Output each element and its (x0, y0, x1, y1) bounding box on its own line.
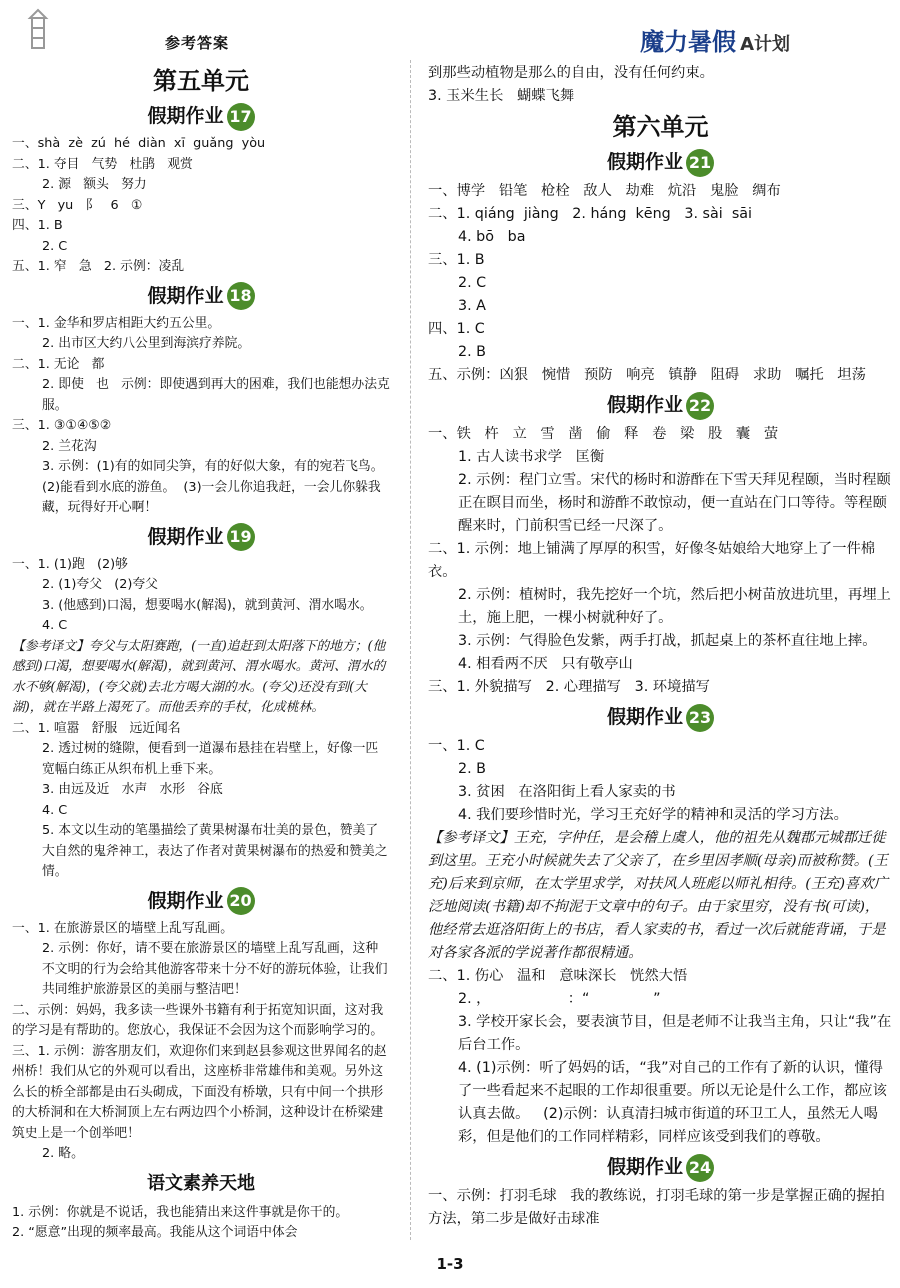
lighthouse-icon (18, 8, 58, 52)
homework-number-badge: 23 (686, 704, 714, 732)
answer-line: 3. A (458, 298, 486, 314)
homework-title (428, 390, 893, 420)
homework-title-text: 假期作业 (147, 889, 224, 912)
answer-line: 1. 示例：你就是不说话，我也能猜出来这件事就是你干的。 (12, 1204, 349, 1220)
answer-line: 2. C (458, 275, 487, 291)
answer-line: 2. B (458, 761, 486, 777)
answer-line: 4. 我们要珍惜时光，学习王充好学的精神和灵活的学习方法。 (458, 807, 848, 823)
reference-translation: 【参考译文】王充，字仲任，是会稽上虞人，他的祖先从魏郡元城郡迁徙到这里。王充小时候就失去了父亲了，在乡里因孝顺(母亲)而被称赞。(王充)后来到京师，在太学里求学，对扶风人班彪以师礼相待。(王充)喜欢广泛地阅读(书籍)却不拘泥于文章中的句子。由于家里穷，没有书(可读)，他经常去逛洛阳街上的书店，看人家卖的书，看过一次后就能背诵，于是对各家各派的学说著作都很精通。 (428, 830, 888, 961)
homework-number-badge: 20 (227, 887, 255, 915)
answer-line: 三、1. 示例：游客朋友们，欢迎你们来到赵县参观这世界闻名的赵州桥！我们从它的外观可以看出，这座桥非常雄伟和美观。另外这么长的桥全部都是由石头砌成，下面没有桥墩，只有中间一个拱形的大桥洞和在大桥洞顶上左右两边四个小桥洞，这种设计在桥梁建筑史上是一个创举吧！ (12, 1043, 387, 1141)
answer-line: 4. 相看两不厌 只有敬亭山 (458, 656, 633, 672)
answer-line: 二、1. 伤心 温和 意味深长 恍然大悟 (428, 968, 688, 984)
homework-title (428, 1152, 893, 1182)
answer-line: 3. 示例：(1)有的如同尖笋，有的好似大象，有的宛若飞鸟。 (2)能看到水底的游鱼。 (3)一会儿你追我赶，一会儿你躲我藏，玩得好开心啊！ (42, 459, 392, 515)
answer-line: 4. C (42, 618, 68, 633)
answer-line: 一、shà zè zú hé diàn xī guǎng yòu (12, 136, 266, 151)
right-column (428, 62, 893, 1231)
homework-number-badge: 19 (227, 523, 255, 551)
answer-line: 2. 示例：植树时，我先挖好一个坑，然后把小树苗放进坑里，再埋上土，施上肥，一棵小树就种好了。 (458, 587, 891, 626)
answer-line: 二、1. 示例：地上铺满了厚厚的积雪，好像冬姑娘给大地穿上了一件棉衣。 (428, 541, 876, 580)
homework-number-badge: 22 (686, 392, 714, 420)
answer-line: 一、示例：打羽毛球 我的教练说，打羽毛球的第一步是掌握正确的握拍方法，第二步是做好击球准 (428, 1188, 885, 1227)
answer-line: 2. 透过树的缝隙，便看到一道瀑布悬挂在岩壁上，好像一匹宽幅白练正从织布机上垂下来。 (42, 741, 379, 777)
answer-line: 2. C (42, 238, 68, 254)
brand-title (640, 22, 790, 57)
answer-line: 3. 学校开家长会，要表演节目，但是老师不让我当主角，只让“我”在后台工作。 (458, 1014, 892, 1053)
section-title: 语文素养天地 (147, 1172, 255, 1194)
answer-line: 3. 由远及近 水声 水形 谷底 (42, 782, 223, 797)
answer-line: 4. (1)示例：听了妈妈的话，“我”对自己的工作有了新的认识，懂得了一些看起来不起眼的工作却很重要。所以无论是什么工作，都应该认真去做。 (2)示例：认真清扫城市街道的环卫工人，虽然无人喝彩，但是他们的工作同样精彩，同样应该受到我们的尊敬。 (458, 1060, 887, 1145)
homework-title (428, 147, 893, 177)
homework-title-text: 假期作业 (606, 706, 683, 728)
answer-line: 一、1. C (428, 738, 485, 754)
answer-line: 三、Y yu 阝 6 ① (12, 197, 143, 213)
homework-number-badge: 21 (686, 149, 714, 177)
answer-line: 3. (他感到)口渴，想要喝水(解渴)，就到黄河、渭水喝水。 (42, 597, 373, 613)
homework-title (12, 522, 390, 552)
homework-title (12, 281, 390, 311)
homework-title-text: 假期作业 (147, 284, 224, 307)
brand-title-sub: A计划 (740, 34, 790, 55)
homework-number-badge: 17 (227, 103, 255, 131)
answer-line: 2. B (458, 344, 486, 360)
homework-title-text: 假期作业 (606, 151, 683, 173)
homework-title-text: 假期作业 (147, 105, 224, 127)
answer-line: 三、1. ③①④⑤② (12, 418, 112, 433)
answer-line: 三、1. 外貌描写 2. 心理描写 3. 环境描写 (428, 679, 710, 695)
unit-title: 第六单元 (612, 113, 709, 141)
answer-line: 一、1. (1)跑 (2)够 (12, 556, 128, 572)
answer-line: 5. 本文以生动的笔墨描绘了黄果树瀑布壮美的景色，赞美了大自然的鬼斧神工，表达了作者对黄果树瀑布的热爱和赞美之情。 (42, 823, 388, 879)
answer-line: 2. 示例：你好，请不要在旅游景区的墙壁上乱写乱画，这种不文明的行为会给其他游客带来十分不好的游玩体验，让我们共同维护旅游景区的美丽与整洁吧！ (42, 941, 388, 997)
answer-line: 1. 古人读书求学 匡衡 (458, 449, 605, 465)
homework-title (12, 886, 390, 916)
homework-number-badge: 24 (686, 1154, 714, 1182)
answer-line: 2. 兰花沟 (42, 438, 97, 454)
answer-line: 二、1. 夺目 气势 杜鹃 观赏 (12, 156, 193, 172)
answer-line: 五、1. 窄 急 2. 示例：凌乱 (12, 259, 185, 274)
answer-line: 2. ， ：“ ” (458, 991, 661, 1007)
answer-line: 4. bō ba (458, 229, 526, 245)
answer-line: 2. 略。 (42, 1146, 84, 1161)
answer-line: 四、1. B (12, 218, 63, 233)
answer-line: 一、铁 杵 立 雪 凿 偷 释 卷 梁 股 囊 萤 (428, 426, 779, 442)
homework-title-text: 假期作业 (147, 525, 224, 548)
answer-line: 二、1. 无论 都 (12, 356, 105, 372)
brand-title-main: 魔力暑假 (640, 28, 737, 56)
answer-line: 到那些动植物是那么的自由，没有任何约束。 (428, 65, 714, 81)
unit-title: 第五单元 (153, 67, 249, 95)
header-answer-label: 参考答案 (165, 34, 230, 52)
reference-translation: 【参考译文】夸父与太阳赛跑，(一直)追赶到太阳落下的地方；(他感到)口渴，想要喝水(解渴)，就到黄河、渭水喝水。黄河、渭水的水不够(解渴)，(夸父就)去北方喝大湖的水。(夸父)还没有到(大湖)，就在半路上渴死了。而他丢弃的手杖，化成桃林。 (12, 638, 386, 715)
answer-line: 二、示例：妈妈，我多读一些课外书籍有利于拓宽知识面，这对我的学习是有帮助的。您放心，我保证不会因为这个而影响学习的。 (12, 1002, 384, 1038)
answer-line: 2. 出市区大约八公里到海滨疗养院。 (42, 336, 251, 351)
answer-line: 二、1. 喧嚣 舒服 远近闻名 (12, 720, 181, 736)
homework-title (12, 101, 390, 131)
answer-line: 三、1. B (428, 252, 485, 268)
homework-title (428, 702, 893, 732)
answer-line: 2. 示例：程门立雪。宋代的杨时和游酢在下雪天拜见程颐，当时程颐正在瞑目而坐，杨时和游酢不敢惊动，便一直站在门口等待。等程颐醒来时，门前积雪已经一尺深了。 (458, 472, 891, 534)
answer-line: 一、1. 金华和罗店相距大约五公里。 (12, 315, 221, 331)
answer-line: 一、1. 在旅游景区的墙壁上乱写乱画。 (12, 920, 234, 936)
homework-title-text: 假期作业 (606, 394, 683, 416)
answer-line: 4. C (42, 802, 68, 818)
answer-line: 2. “愿意”出现的频率最高。我能从这个词语中体会 (12, 1225, 298, 1240)
column-divider (410, 60, 411, 1240)
answer-line: 二、1. qiáng jiàng 2. háng kēng 3. sài sāi (428, 206, 753, 222)
answer-line: 3. 贫困 在洛阳街上看人家卖的书 (458, 784, 676, 800)
answer-line: 五、示例：凶狠 惋惜 预防 响亮 镇静 阻碍 求助 嘱托 坦荡 (428, 367, 866, 383)
answer-line: 四、1. C (428, 321, 485, 337)
answer-line: 3. 示例：气得脸色发紫，两手打战，抓起桌上的茶杯直往地上摔。 (458, 633, 877, 649)
answer-line: 3. 玉米生长 蝴蝶飞舞 (428, 88, 575, 104)
answer-line: 2. (1)夸父 (2)夸父 (42, 577, 158, 592)
page-number: 1-3 (436, 1255, 464, 1273)
homework-number-badge: 18 (227, 282, 255, 310)
answer-line: 一、博学 铅笔 枪栓 敌人 劫难 炕沿 鬼脸 绸布 (428, 183, 781, 199)
answer-line: 2. 即使 也 示例：即使遇到再大的困难，我们也能想办法克服。 (42, 377, 390, 413)
answer-line: 2. 源 额头 努力 (42, 177, 147, 192)
left-column (12, 62, 390, 1244)
homework-title-text: 假期作业 (606, 1156, 683, 1178)
